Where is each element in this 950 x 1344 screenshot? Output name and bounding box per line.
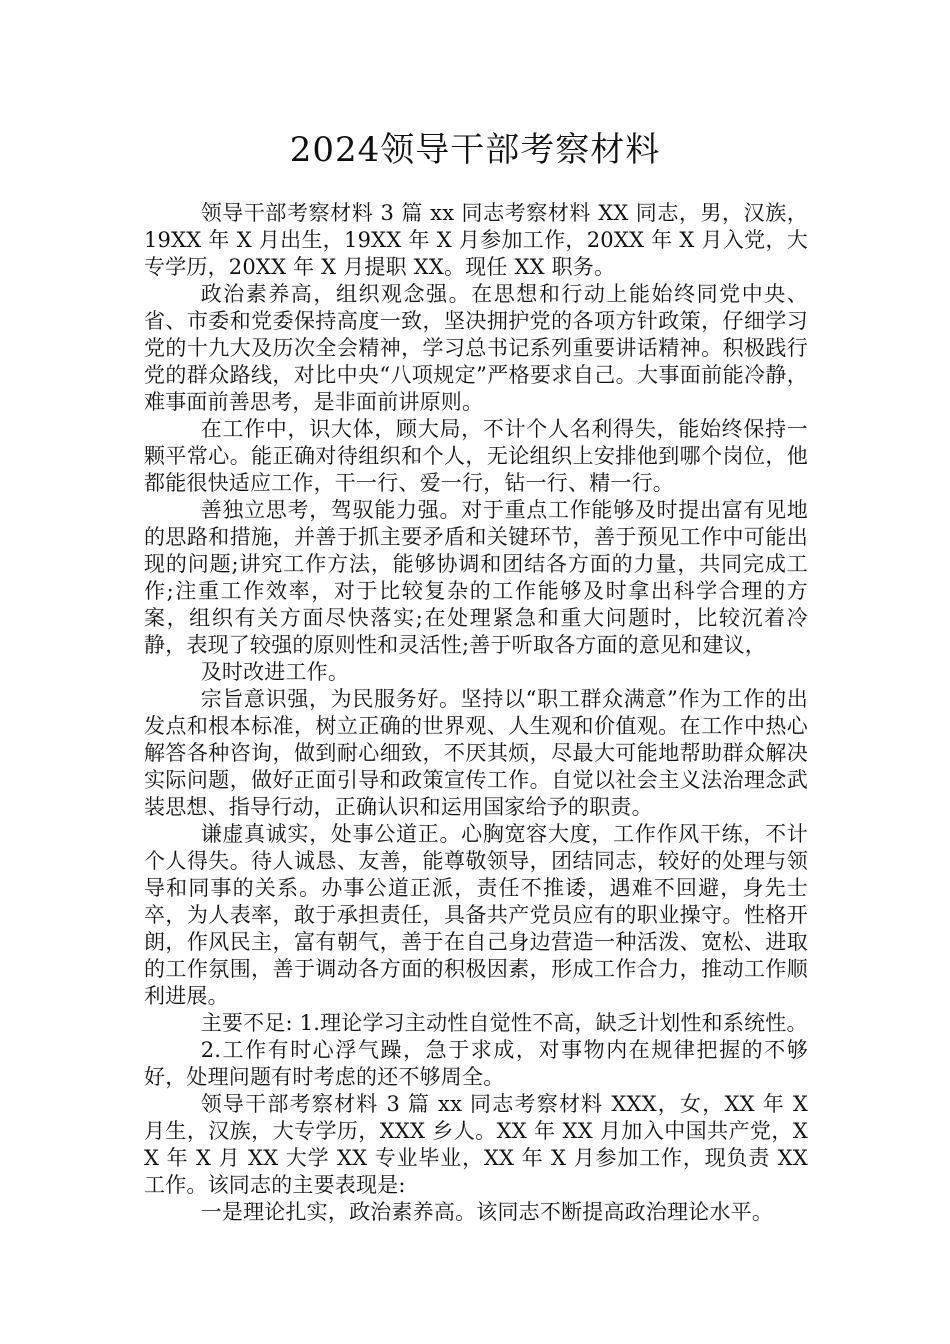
paragraph-shortcoming-1: 主要不足: 1.理论学习主动性自觉性不高，缺乏计划性和系统性。 — [200, 1011, 808, 1035]
paragraph-work-attitude: 在工作中，识大体，顾大局，不计个人名利得失，能始终保持一颗平常心。能正确对待组织和个人，无论组织上安排他到哪个岗位，他都能很快适应工作，干一行、爱一行，钻一行、精一行。 — [144, 417, 808, 495]
paragraph-second-profile: 领导干部考察材料 3 篇 xx 同志考察材料 XXX，女，XX 年 X 月生，汉族，大专学历，XXX 乡人。XX 年 XX 月加入中国共产党，XX 年 X 月 XX 大学 XX 专业毕业，XX 年 X 月参加工作，现负责 XX 工作。该同志的主要表现是: — [144, 1092, 808, 1197]
paragraph-service-purpose: 宗旨意识强，为民服务好。坚持以“职工群众满意”作为工作的出发点和根本标准，树立正确的世界观、人生观和价值观。在工作中热心解答各种咨询，做到耐心细致，不厌其烦，尽最大可能地帮助群众解决实际问题，做好正面引导和政策宣传工作。自觉以社会主义法治理念武装思想、指导行动，正确认识和运用国家给予的职责。 — [144, 687, 808, 819]
paragraph-political-quality: 政治素养高，组织观念强。在思想和行动上能始终同党中央、省、市委和党委保持高度一致，坚决拥护党的各项方针政策，仔细学习党的十九大及历次全会精神，学习总书记系列重要讲话精神。积极践行党的群众路线，对比中央“八项规定”严格要求自己。大事面前能冷静，难事面前善思考，是非面前讲原则。 — [144, 282, 808, 414]
paragraph-theory-foundation: 一是理论扎实，政治素养高。该同志不断提高政治理论水平。 — [200, 1200, 774, 1224]
paragraph-timely-improvement: 及时改进工作。 — [200, 660, 350, 684]
paragraph-independent-thinking: 善独立思考，驾驭能力强。对于重点工作能够及时提出富有见地的思路和措施，并善于抓主要矛盾和关键环节，善于预见工作中可能出现的问题;讲究工作方法，能够协调和团结各方面的力量，共同完成工作;注重工作效率，对于比较复杂的工作能够及时拿出科学合理的方案，组织有关方面尽快落实;在处理紧急和重大问题时，比较沉着冷静，表现了较强的原则性和灵活性;善于听取各方面的意见和建议， — [144, 498, 808, 657]
paragraph-intro: 领导干部考察材料 3 篇 xx 同志考察材料 XX 同志，男，汉族，19XX 年 X 月出生，19XX 年 X 月参加工作，20XX 年 X 月入党，大专学历，20XX 年 X 月提职 XX。现任 XX 职务。 — [144, 201, 808, 279]
paragraph-modesty-fairness: 谦虚真诚实，处事公道正。心胸宽容大度，工作作风干练，不计个人得失。待人诚恳、友善，能尊敬领导，团结同志，较好的处理与领导和同事的关系。办事公道正派，责任不推诿，遇难不回避，身先士卒，为人表率，敢于承担责任，具备共产党员应有的职业操守。性格开朗，作风民主，富有朝气，善于在自己身边营造一种活泼、宽松、进取的工作氛围，善于调动各方面的积极因素，形成工作合力，推动工作顺利进展。 — [144, 822, 808, 1008]
paragraph-shortcoming-2: 2.工作有时心浮气躁，急于求成，对事物内在规律把握的不够好，处理问题有时考虑的还不够周全。 — [144, 1038, 808, 1089]
document-body — [144, 200, 808, 1226]
document-title: 2024领导干部考察材料 — [289, 130, 661, 170]
